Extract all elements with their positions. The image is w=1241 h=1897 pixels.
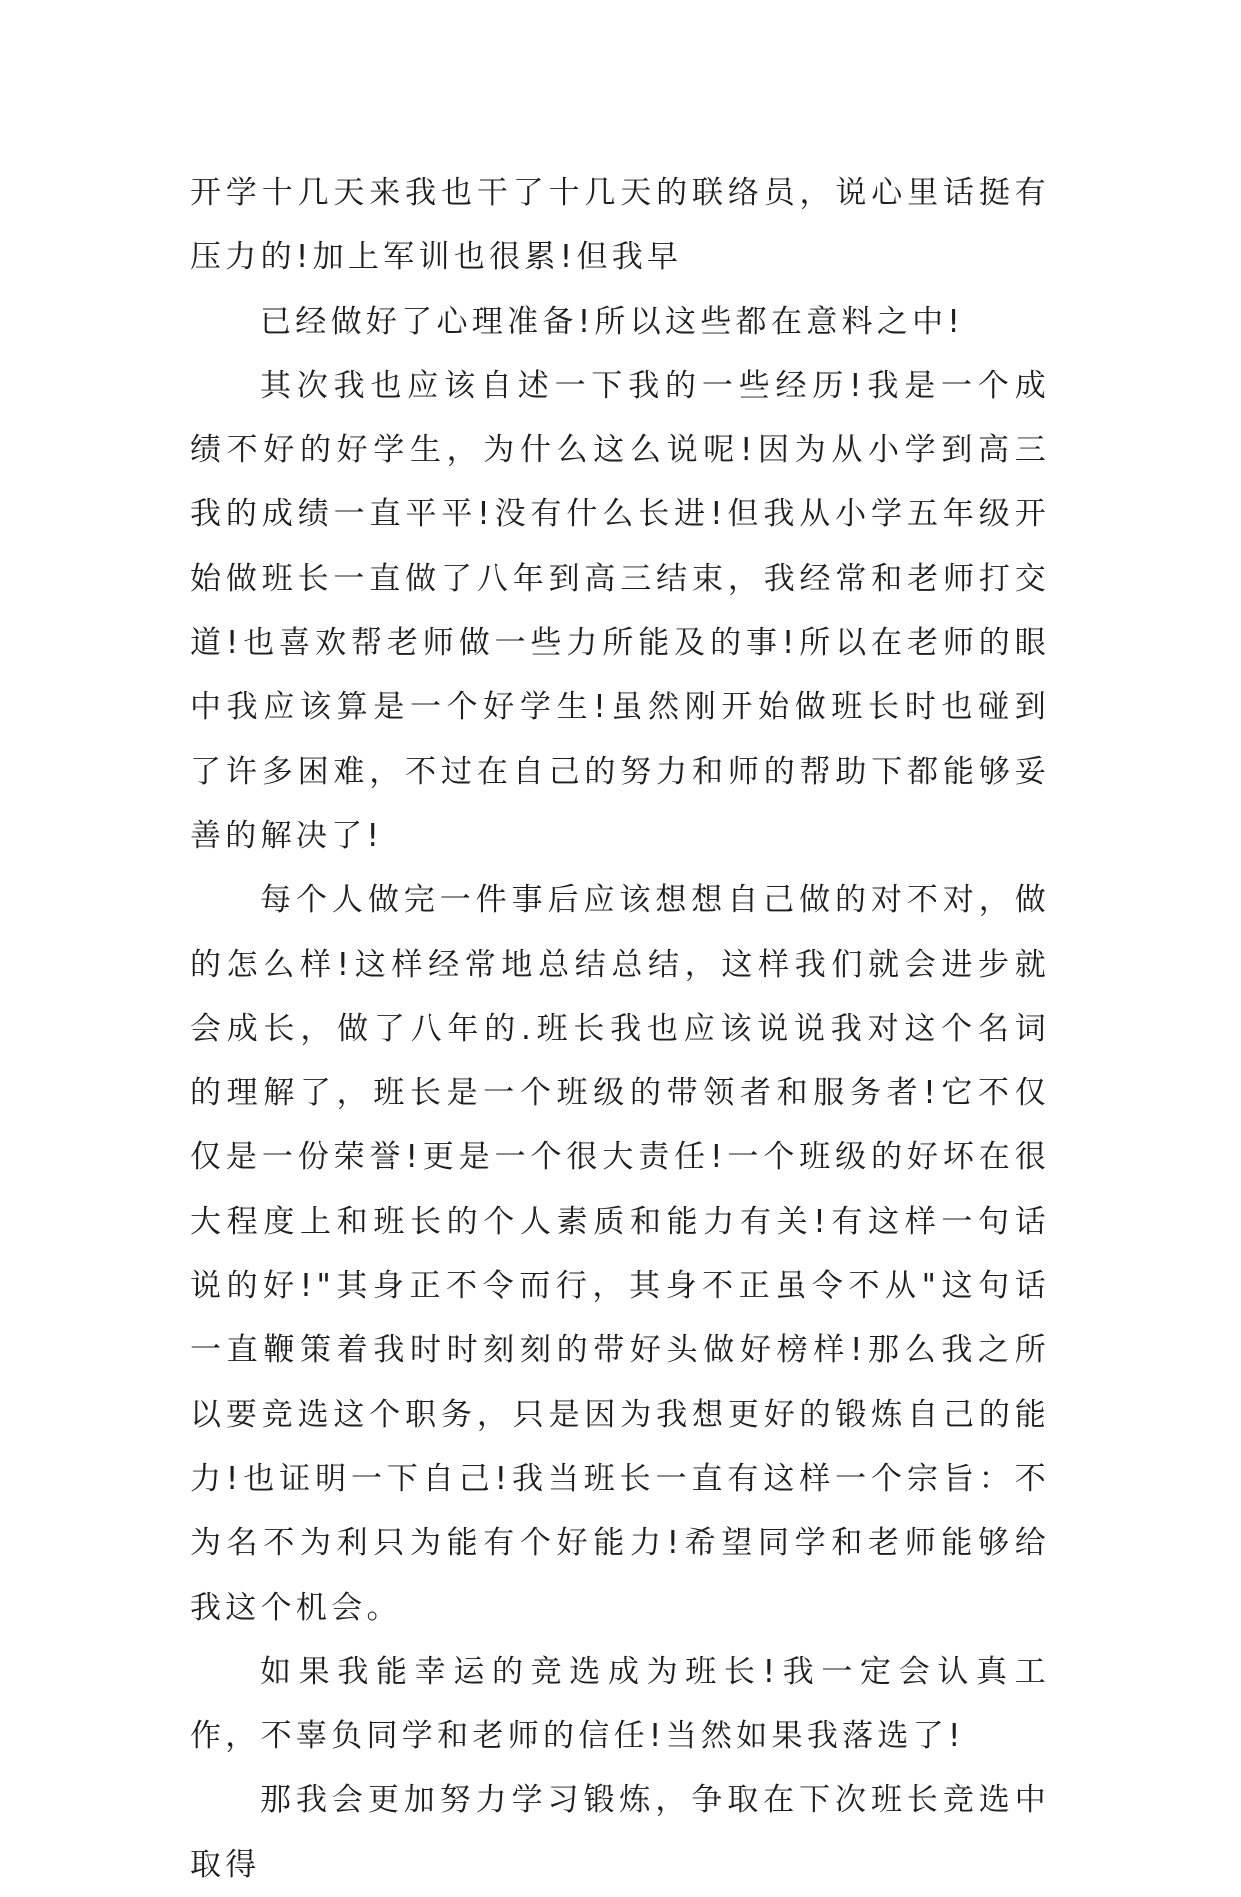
paragraph-1: 开学十几天来我也干了十几天的联络员，说心里话挺有压力的!加上军训也很累!但我早 (190, 175, 1050, 276)
document-page (190, 161, 1050, 1897)
paragraph-4: 每个人做完一件事后应该想想自己做的对不对，做的怎么样!这样经常地总结总结，这样我们就会进步就会成长，做了八年的.班长我也应该说说我对这个名词的理解了，班长是一个班级的带领者和服务者!它不仅仅是一份荣誉!更是一个很大责任!一个班级的好坏在很大程度上和班长的个人素质和能力有关!有这样一句话说的好!"其身正不令而行，其身不正虽令不从"这句话一直鞭策着我时时刻刻的带好头做好榜样!那么我之所以要竞选这个职务，只是因为我想更好的锻炼自己的能力!也证明一下自己!我当班长一直有这样一个宗旨：不为名不为利只为能有个好能力!希望同学和老师能够给我这个机会。 (190, 882, 1050, 1626)
paragraph-6: 那我会更加努力学习锻炼，争取在下次班长竞选中取得 (190, 1782, 1050, 1883)
paragraph-5: 如果我能幸运的竞选成为班长!我一定会认真工作，不辜负同学和老师的信任!当然如果我落选了! (190, 1653, 1050, 1755)
paragraph-3: 其次我也应该自述一下我的一些经历!我是一个成绩不好的好学生，为什么这么说呢!因为从小学到高三我的成绩一直平平!没有什么长进!但我从小学五年级开始做班长一直做了八年到高三结束，我经常和老师打交道!也喜欢帮老师做一些力所能及的事!所以在老师的眼中我应该算是一个好学生!虽然刚开始做班长时也碰到了许多困难，不过在自己的努力和师的帮助下都能够妥善的解决了! (190, 367, 1050, 854)
paragraph-2: 已经做好了心理准备!所以这些都在意料之中! (260, 303, 965, 340)
